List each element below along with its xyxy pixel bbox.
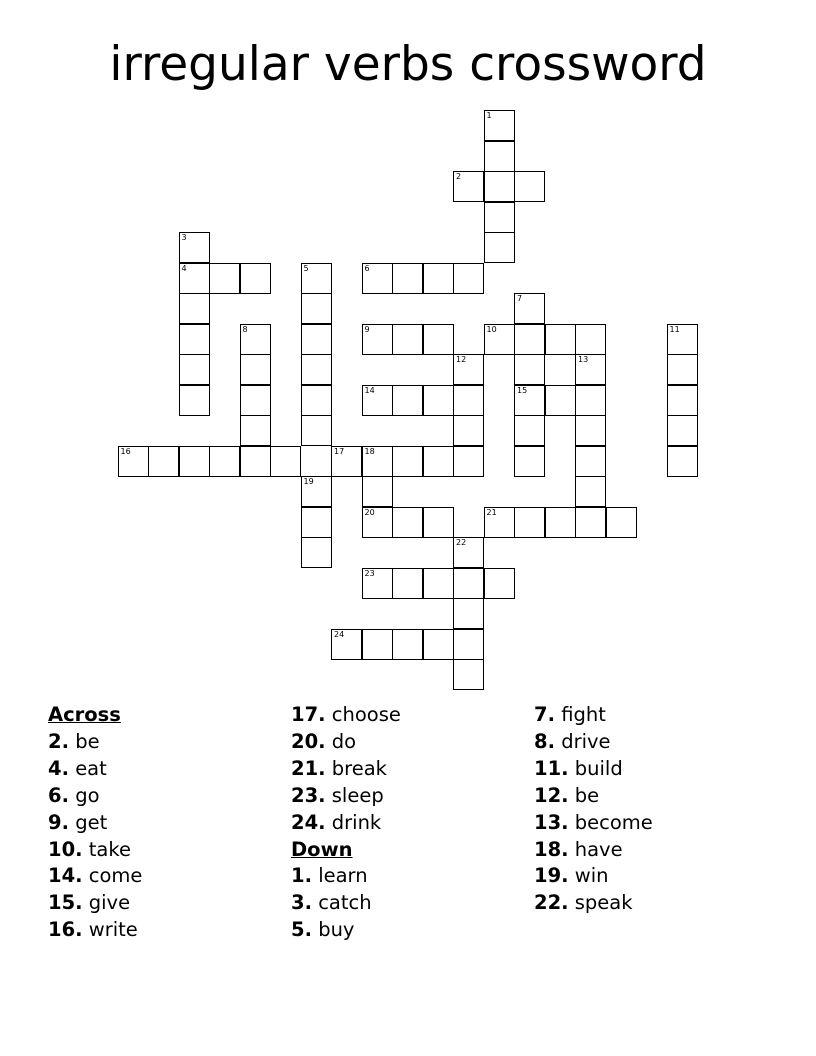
clue-number: 22 (456, 538, 467, 547)
crossword-cell[interactable] (240, 385, 271, 416)
crossword-cell[interactable] (514, 385, 545, 416)
crossword-cell[interactable] (575, 324, 606, 355)
clue-item-number: 8. (534, 729, 555, 753)
crossword-cell[interactable] (484, 141, 515, 172)
clue-item-number: 2. (48, 729, 69, 753)
clue-number: 9 (364, 324, 370, 334)
crossword-cell[interactable] (667, 446, 698, 477)
crossword-cell[interactable] (514, 415, 545, 446)
crossword-cell[interactable] (179, 232, 210, 263)
crossword-cell[interactable] (392, 385, 423, 416)
crossword-cell[interactable] (331, 629, 362, 660)
clue-item (291, 890, 401, 917)
crossword-cell[interactable] (362, 507, 393, 538)
clue-item-number: 20. (291, 729, 326, 753)
clue-item (48, 863, 142, 890)
clue-item-text: buy (318, 918, 355, 942)
crossword-cell[interactable] (453, 354, 484, 385)
clue-number: 1 (486, 111, 492, 120)
crossword-cell[interactable] (362, 446, 393, 477)
clue-item-number: 19. (534, 864, 569, 888)
crossword-cell[interactable] (179, 354, 210, 385)
crossword-cell[interactable] (545, 507, 576, 538)
crossword-cell[interactable] (301, 354, 332, 385)
clue-item-number: 21. (291, 756, 326, 780)
clue-item-text: build (574, 756, 623, 780)
crossword-cell[interactable] (240, 415, 271, 446)
clue-section-header: Across (48, 703, 121, 726)
clue-number: 15 (517, 385, 528, 395)
clue-item (291, 702, 401, 729)
crossword-cell[interactable] (575, 385, 606, 416)
crossword-cell[interactable] (575, 354, 606, 385)
clue-item (534, 863, 653, 890)
crossword-cell[interactable] (240, 263, 271, 294)
clue-item (48, 890, 142, 917)
clue-item (534, 729, 653, 756)
clue-item-number: 13. (534, 810, 569, 834)
crossword-cell[interactable] (240, 354, 271, 385)
clue-item-number: 17. (291, 703, 326, 726)
crossword-cell[interactable] (392, 568, 423, 599)
clue-item-text: go (75, 783, 100, 807)
crossword-cell[interactable] (514, 171, 545, 202)
crossword-cell[interactable] (179, 446, 210, 477)
clue-item-number: 4. (48, 756, 69, 780)
clue-item-number: 22. (534, 891, 569, 915)
clue-item-text: become (574, 810, 653, 834)
crossword-cell[interactable] (453, 537, 484, 568)
crossword-cell[interactable] (301, 385, 332, 416)
crossword-cell[interactable] (484, 171, 515, 202)
clue-item-text: drive (561, 729, 611, 753)
crossword-cell[interactable] (301, 415, 332, 446)
crossword-cell[interactable] (240, 324, 271, 355)
clue-number: 6 (364, 263, 370, 273)
crossword-cell[interactable] (392, 446, 423, 477)
crossword-cell[interactable] (514, 354, 545, 385)
crossword-cell[interactable] (301, 537, 332, 568)
clue-number: 20 (364, 507, 375, 517)
crossword-cell[interactable] (423, 263, 454, 294)
crossword-cell[interactable] (667, 385, 698, 416)
clue-number: 8 (242, 324, 248, 334)
clue-section-header: Down (291, 837, 353, 861)
crossword-cell[interactable] (545, 385, 576, 416)
clue-number: 14 (364, 385, 375, 395)
clue-item-number: 5. (291, 918, 312, 942)
clue-item (48, 810, 142, 837)
crossword-cell[interactable] (362, 629, 393, 660)
clue-item-text: break (331, 756, 387, 780)
crossword-cell[interactable] (575, 476, 606, 507)
clue-item-text: take (88, 837, 131, 861)
clue-item (291, 917, 401, 944)
clue-item (291, 863, 401, 890)
clue-item-text: come (88, 864, 143, 888)
clue-item-number: 15. (48, 891, 83, 915)
clue-item-text: give (88, 891, 131, 915)
crossword-cell[interactable] (392, 507, 423, 538)
clue-number: 23 (364, 568, 375, 578)
crossword-cell[interactable] (484, 202, 515, 233)
clue-item-number: 16. (48, 918, 83, 942)
crossword-cell[interactable] (423, 629, 454, 660)
clue-number: 3 (181, 233, 187, 242)
crossword-cell[interactable] (362, 568, 393, 599)
clue-item-text: learn (318, 864, 368, 888)
clue-item (291, 756, 401, 783)
crossword-cell[interactable] (514, 324, 545, 355)
crossword-cell[interactable] (514, 446, 545, 477)
clue-item-text: write (88, 918, 138, 942)
crossword-cell[interactable] (209, 446, 240, 477)
clue-item-text: have (574, 837, 623, 861)
clue-item (291, 729, 401, 756)
clue-item-text: choose (331, 703, 401, 726)
crossword-cell[interactable] (392, 629, 423, 660)
clue-item (291, 783, 401, 810)
crossword-cell[interactable] (453, 629, 484, 660)
crossword-cell[interactable] (240, 446, 271, 477)
crossword-cell[interactable] (453, 415, 484, 446)
crossword-cell[interactable] (362, 476, 393, 507)
clue-item-number: 14. (48, 864, 83, 888)
clue-item-number: 1. (291, 864, 312, 888)
crossword-cell[interactable] (423, 568, 454, 599)
clue-item (534, 702, 653, 729)
crossword-cell[interactable] (484, 232, 515, 263)
page-title: irregular verbs crossword (109, 37, 707, 92)
crossword-cell[interactable] (575, 446, 606, 477)
crossword-cell[interactable] (301, 263, 332, 294)
clue-item-text: speak (574, 891, 633, 915)
clue-item-text: drink (331, 810, 382, 834)
clue-item-text: do (331, 729, 357, 753)
clue-item (534, 837, 653, 864)
clue-column-3 (534, 702, 653, 917)
crossword-cell[interactable] (301, 476, 332, 507)
clue-item-text: win (574, 864, 609, 888)
clue-number: 24 (334, 629, 345, 639)
clue-item (534, 810, 653, 837)
crossword-cell[interactable] (484, 568, 515, 599)
clue-item (534, 756, 653, 783)
clue-number: 12 (456, 355, 467, 364)
crossword-cell[interactable] (484, 324, 515, 355)
clue-item-number: 7. (534, 703, 555, 726)
crossword-cell[interactable] (545, 324, 576, 355)
clue-item-number: 12. (534, 783, 569, 807)
crossword-cell[interactable] (179, 293, 210, 324)
clue-number: 19 (303, 477, 314, 486)
crossword-cell[interactable] (179, 263, 210, 294)
crossword-cell[interactable] (301, 293, 332, 324)
clue-number: 7 (517, 294, 523, 303)
clue-item-text: be (574, 783, 600, 807)
crossword-cell[interactable] (423, 507, 454, 538)
clue-number: 4 (181, 263, 187, 273)
crossword-cell[interactable] (484, 507, 515, 538)
clue-item (48, 837, 142, 864)
crossword-cell[interactable] (179, 385, 210, 416)
clue-number: 17 (334, 446, 345, 456)
clue-number: 11 (669, 324, 680, 334)
crossword-cell[interactable] (179, 324, 210, 355)
clue-column-2 (291, 702, 401, 944)
crossword-cell[interactable] (453, 568, 484, 599)
crossword-cell[interactable] (514, 293, 545, 324)
crossword-cell[interactable] (453, 263, 484, 294)
clue-item (48, 756, 142, 783)
crossword-cell[interactable] (514, 507, 545, 538)
crossword-cell[interactable] (667, 415, 698, 446)
crossword-cell[interactable] (392, 324, 423, 355)
clue-item-number: 9. (48, 810, 69, 834)
crossword-cell[interactable] (331, 446, 362, 477)
clue-item-number: 18. (534, 837, 569, 861)
clue-item (534, 783, 653, 810)
crossword-cell[interactable] (362, 324, 393, 355)
clue-number: 13 (578, 355, 589, 364)
crossword-cell[interactable] (270, 446, 301, 477)
clue-item-text: sleep (331, 783, 384, 807)
crossword-cell[interactable] (209, 263, 240, 294)
clue-item-number: 6. (48, 783, 69, 807)
crossword-cell[interactable] (453, 385, 484, 416)
crossword-cell[interactable] (606, 507, 637, 538)
clue-number: 10 (486, 324, 497, 334)
crossword-cell[interactable] (118, 446, 149, 477)
crossword-cell[interactable] (667, 324, 698, 355)
clue-number: 18 (364, 446, 375, 456)
crossword-cell[interactable] (667, 354, 698, 385)
clue-item (48, 729, 142, 756)
crossword-cell[interactable] (362, 385, 393, 416)
clue-number: 16 (120, 446, 131, 456)
clue-item-text: get (75, 810, 108, 834)
clue-item (291, 810, 401, 837)
clue-item-text: eat (75, 756, 107, 780)
clue-number: 21 (486, 507, 497, 517)
clue-item-number: 10. (48, 837, 83, 861)
crossword-cell[interactable] (453, 598, 484, 629)
crossword-cell[interactable] (392, 263, 423, 294)
crossword-cell[interactable] (362, 263, 393, 294)
clue-item-number: 23. (291, 783, 326, 807)
clue-item-text: catch (318, 891, 372, 915)
crossword-cell[interactable] (453, 659, 484, 690)
clue-number: 2 (456, 172, 462, 181)
clue-item-number: 11. (534, 756, 569, 780)
crossword-cell[interactable] (575, 415, 606, 446)
clue-item-number: 3. (291, 891, 312, 915)
crossword-cell[interactable] (301, 507, 332, 538)
crossword-cell[interactable] (484, 110, 515, 141)
clue-item-number: 24. (291, 810, 326, 834)
clue-item (48, 783, 142, 810)
crossword-cell[interactable] (575, 507, 606, 538)
clue-column-1 (48, 702, 142, 944)
clue-item (48, 917, 142, 944)
crossword-cell[interactable] (423, 385, 454, 416)
crossword-cell[interactable] (423, 324, 454, 355)
clue-item-text: be (75, 729, 100, 753)
clue-number: 5 (303, 263, 309, 273)
crossword-cell[interactable] (301, 324, 332, 355)
crossword-cell[interactable] (453, 446, 484, 477)
clue-item (534, 890, 653, 917)
crossword-cell[interactable] (148, 446, 179, 477)
clue-item-text: fight (561, 703, 606, 726)
crossword-cell[interactable] (453, 171, 484, 202)
crossword-cell[interactable] (423, 446, 454, 477)
